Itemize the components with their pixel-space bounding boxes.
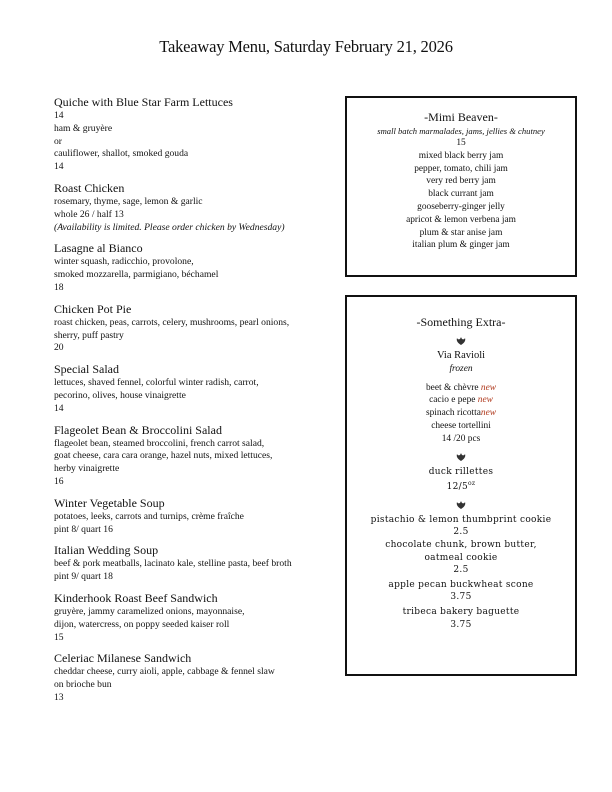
rillettes-unit: oz (468, 480, 476, 488)
jam-item: italian plum & ginger jam (412, 240, 510, 251)
item-description: lettuces, shaved fennel, colorful winter radish, carrot, (54, 377, 259, 389)
ravioli-name: beet & chèvre (425, 382, 479, 393)
item-description: cheddar cheese, curry aioli, apple, cabbage & fennel slaw (54, 666, 275, 678)
item-name: Chicken Pot Pie (54, 301, 132, 316)
item-price: whole 26 / half 13 (54, 208, 124, 220)
item-description: herby vinaigrette (54, 463, 120, 475)
baked-item-name: oatmeal cookie (424, 552, 498, 563)
main-menu-list (54, 95, 339, 712)
menu-item-special-salad (54, 362, 339, 415)
menu-item-wedding-soup (54, 543, 339, 584)
item-name: Roast Chicken (54, 180, 125, 195)
item-price: 14 (54, 110, 64, 121)
item-name: Celeriac Milanese Sandwich (54, 651, 192, 666)
baked-item-price: 2.5 (453, 565, 469, 576)
ravioli-item (347, 407, 575, 420)
menu-item-roast-beef-sandwich (54, 591, 339, 644)
item-description: on brioche bun (54, 679, 112, 691)
ravioli-item (347, 394, 575, 407)
item-price: 15 (54, 631, 64, 643)
item-description: roast chicken, peas, carrots, celery, mushrooms, pearl onions, (54, 316, 290, 328)
baked-item-name: pistachio & lemon thumbprint cookie (370, 514, 552, 525)
menu-item-quiche (54, 95, 339, 174)
rillettes-price (347, 478, 575, 494)
rillettes-price-value: 12/5 (446, 482, 469, 493)
rillettes-name: duck rillettes (428, 466, 494, 477)
item-description: smoked mozzarella, parmigiano, béchamel (54, 269, 219, 281)
item-name: Kinderhook Roast Beef Sandwich (54, 590, 218, 605)
jam-item: mixed black berry jam (418, 150, 504, 161)
item-description: dijon, watercress, on poppy seeded kaiser roll (54, 618, 230, 630)
baked-item-price: 2.5 (453, 527, 469, 538)
availability-note: (Availability is limited. Please order chicken by Wednesday) (54, 221, 285, 233)
menu-item-lasagne (54, 241, 339, 294)
ravioli-name: cacio e pepe (429, 395, 476, 406)
item-price: 14 (54, 402, 64, 414)
item-description: winter squash, radicchio, provolone, (54, 256, 194, 268)
menu-item-celeriac-sandwich (54, 651, 339, 704)
baked-item-price: 3.75 (450, 592, 472, 603)
item-name: Winter Vegetable Soup (54, 495, 165, 510)
mimi-tagline: small batch marmalades, jams, jellies & chutney (377, 126, 545, 136)
fleuron-icon (455, 500, 467, 510)
item-description: goat cheese, cara cara orange, hazel nuts, mixed lettuces, (54, 450, 273, 462)
menu-item-roast-chicken (54, 181, 339, 234)
item-price: 18 (54, 281, 64, 293)
item-name: Lasagne al Bianco (54, 241, 143, 256)
baked-item-name: apple pecan buckwheat scone (388, 579, 534, 590)
something-extra-box (345, 295, 577, 676)
page-title: Takeaway Menu, Saturday February 21, 2026 (159, 37, 453, 56)
item-description: potatoes, leeks, carrots and turnips, crème fraîche (54, 510, 244, 522)
ravioli-subtitle: frozen (449, 363, 473, 374)
ravioli-name: spinach ricotta (425, 408, 481, 419)
ravioli-item (347, 420, 575, 433)
item-detail: cauliflower, shallot, smoked gouda (54, 148, 189, 160)
item-description: pecorino, olives, house vinaigrette (54, 389, 186, 401)
mimi-heading: -Mimi Beaven- (424, 110, 498, 124)
fleuron-icon (455, 336, 467, 346)
item-detail: ham & gruyère (54, 122, 113, 134)
new-badge: new (480, 408, 497, 419)
jam-item: black currant jam (428, 189, 494, 200)
ravioli-name: cheese tortellini (431, 420, 491, 431)
item-description: sherry, puff pastry (54, 329, 124, 341)
jam-item: gooseberry-ginger jelly (417, 201, 505, 212)
item-description: beef & pork meatballs, lacinato kale, stelline pasta, beef broth (54, 558, 292, 570)
item-price: 13 (54, 691, 64, 703)
fleuron-icon (455, 452, 467, 462)
jam-item: plum & star anise jam (419, 227, 503, 238)
item-name: Italian Wedding Soup (54, 543, 159, 558)
ravioli-price: 14 /20 pcs (441, 433, 481, 444)
item-price: pint 8/ quart 16 (54, 523, 113, 535)
jam-item: apricot & lemon verbena jam (406, 214, 516, 225)
ravioli-title: Via Ravioli (436, 350, 486, 361)
jam-item: pepper, tomato, chili jam (414, 163, 508, 174)
mimi-beaven-box (345, 96, 577, 277)
new-badge: new (480, 382, 497, 393)
item-name: Quiche with Blue Star Farm Lettuces (54, 95, 233, 109)
mimi-price: 15 (456, 138, 466, 148)
baked-item-name: tribeca bakery baguette (402, 606, 520, 617)
item-price: 16 (54, 475, 64, 487)
baked-item-name: chocolate chunk, brown butter, (385, 539, 537, 550)
item-name: Special Salad (54, 362, 119, 377)
menu-item-chicken-pot-pie (54, 302, 339, 355)
item-name: Flageolet Bean & Broccolini Salad (54, 422, 222, 437)
ravioli-item (347, 382, 575, 395)
item-price: pint 9/ quart 18 (54, 571, 113, 583)
menu-item-flageolet-salad (54, 423, 339, 489)
new-badge: new (477, 395, 493, 406)
item-description: gruyère, jammy caramelized onions, mayonnaise, (54, 605, 245, 617)
item-price: 20 (54, 342, 64, 354)
menu-item-winter-soup (54, 496, 339, 537)
item-description: flageolet bean, steamed broccolini, french carrot salad, (54, 437, 265, 449)
item-description: rosemary, thyme, sage, lemon & garlic (54, 195, 203, 207)
extra-heading: -Something Extra- (416, 315, 506, 329)
item-price: 14 (54, 161, 64, 173)
baked-item-price: 3.75 (450, 619, 472, 630)
item-detail: or (54, 135, 62, 147)
jam-item: very red berry jam (426, 176, 496, 187)
